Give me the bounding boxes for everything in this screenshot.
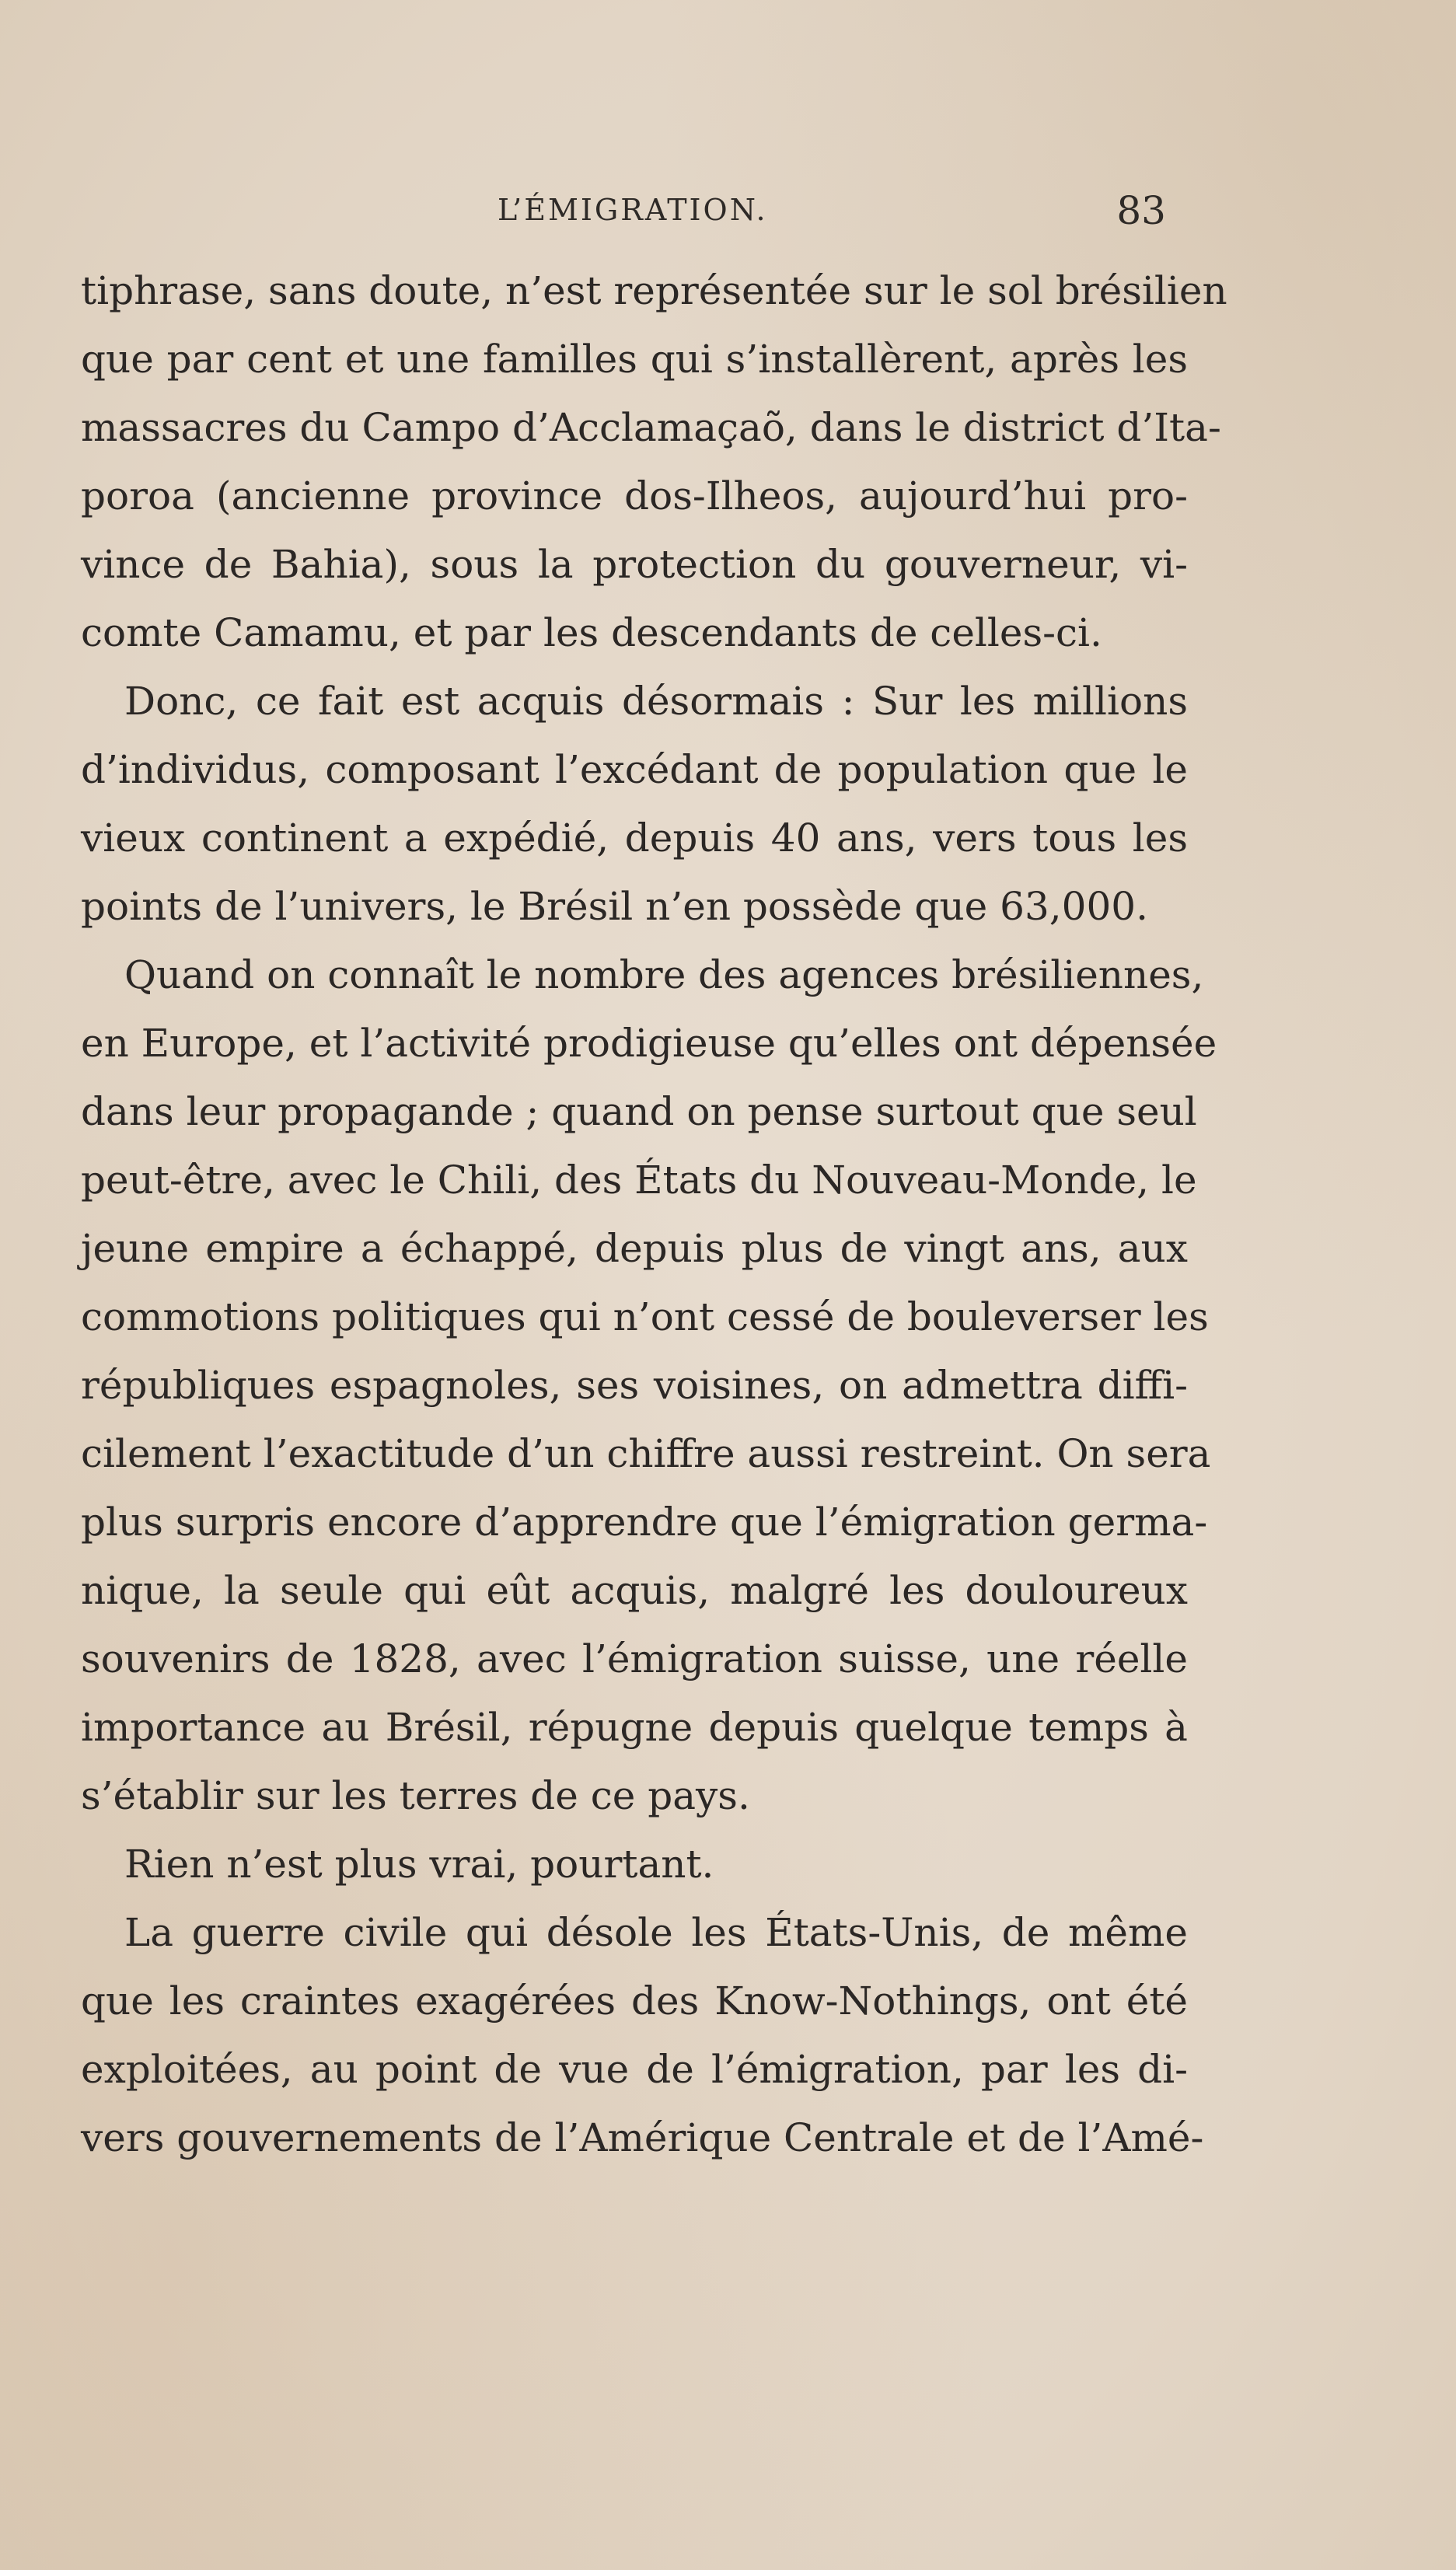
text-line: jeune empire a échappé, depuis plus de vingt ans, aux: [81, 1226, 1188, 1271]
text-line: La guerre civile qui désole les États-Unis, de même: [124, 1910, 1188, 1955]
text-line: importance au Brésil, répugne depuis quelque temps à: [81, 1705, 1188, 1750]
text-line: républiques espagnoles, ses voisines, on admettra diffi-: [81, 1363, 1188, 1408]
body-text: [81, 257, 1227, 2172]
text-line: s’établir sur les terres de ce pays.: [81, 1773, 750, 1818]
text-line: Rien n’est plus vrai, pourtant.: [124, 1842, 714, 1887]
text-line: d’individus, composant l’excédant de population que le: [81, 747, 1188, 792]
text-line: vince de Bahia), sous la protection du gouverneur, vi-: [81, 542, 1188, 587]
text-line: poroa (ancienne province dos-Ilheos, aujourd’hui pro-: [81, 473, 1188, 519]
text-line: vers gouvernements de l’Amérique Centrale et de l’Amé-: [81, 2115, 1204, 2160]
text-line: peut-être, avec le Chili, des États du Nouveau-Monde, le: [81, 1158, 1197, 1203]
text-line: nique, la seule qui eût acquis, malgré les douloureux: [81, 1568, 1188, 1613]
page-number: 83: [1116, 188, 1166, 233]
text-line: en Europe, et l’activité prodigieuse qu’elles ont dépensée: [81, 1021, 1217, 1066]
text-line: plus surpris encore d’apprendre que l’émigration germa-: [81, 1500, 1208, 1545]
text-line: cilement l’exactitude d’un chiffre aussi restreint. On sera: [81, 1431, 1211, 1476]
running-title: L’ÉMIGRATION.: [498, 193, 768, 227]
text-line: comte Camamu, et par les descendants de celles-ci.: [81, 610, 1102, 655]
text-line: vieux continent a expédié, depuis 40 ans, vers tous les: [81, 815, 1188, 861]
text-line: commotions politiques qui n’ont cessé de bouleverser les: [81, 1294, 1209, 1339]
text-line: points de l’univers, le Brésil n’en possède que 63,000.: [81, 884, 1148, 929]
text-line: tiphrase, sans doute, n’est représentée sur le sol brésilien: [81, 268, 1227, 313]
text-line: Quand on connaît le nombre des agences brésiliennes,: [124, 952, 1204, 997]
text-line: souvenirs de 1828, avec l’émigration suisse, une réelle: [81, 1636, 1188, 1681]
text-line: dans leur propagande ; quand on pense surtout que seul: [81, 1089, 1197, 1134]
text-line: Donc, ce fait est acquis désormais : Sur les millions: [124, 679, 1188, 724]
text-line: massacres du Campo d’Acclamaçaõ, dans le district d’Ita-: [81, 405, 1221, 450]
page-header: [498, 188, 1166, 247]
text-line: que les craintes exagérées des Know-Nothings, ont été: [81, 1978, 1188, 2024]
text-line: que par cent et une familles qui s’installèrent, après les: [81, 337, 1188, 382]
text-line: exploitées, au point de vue de l’émigration, par les di-: [81, 2047, 1188, 2092]
